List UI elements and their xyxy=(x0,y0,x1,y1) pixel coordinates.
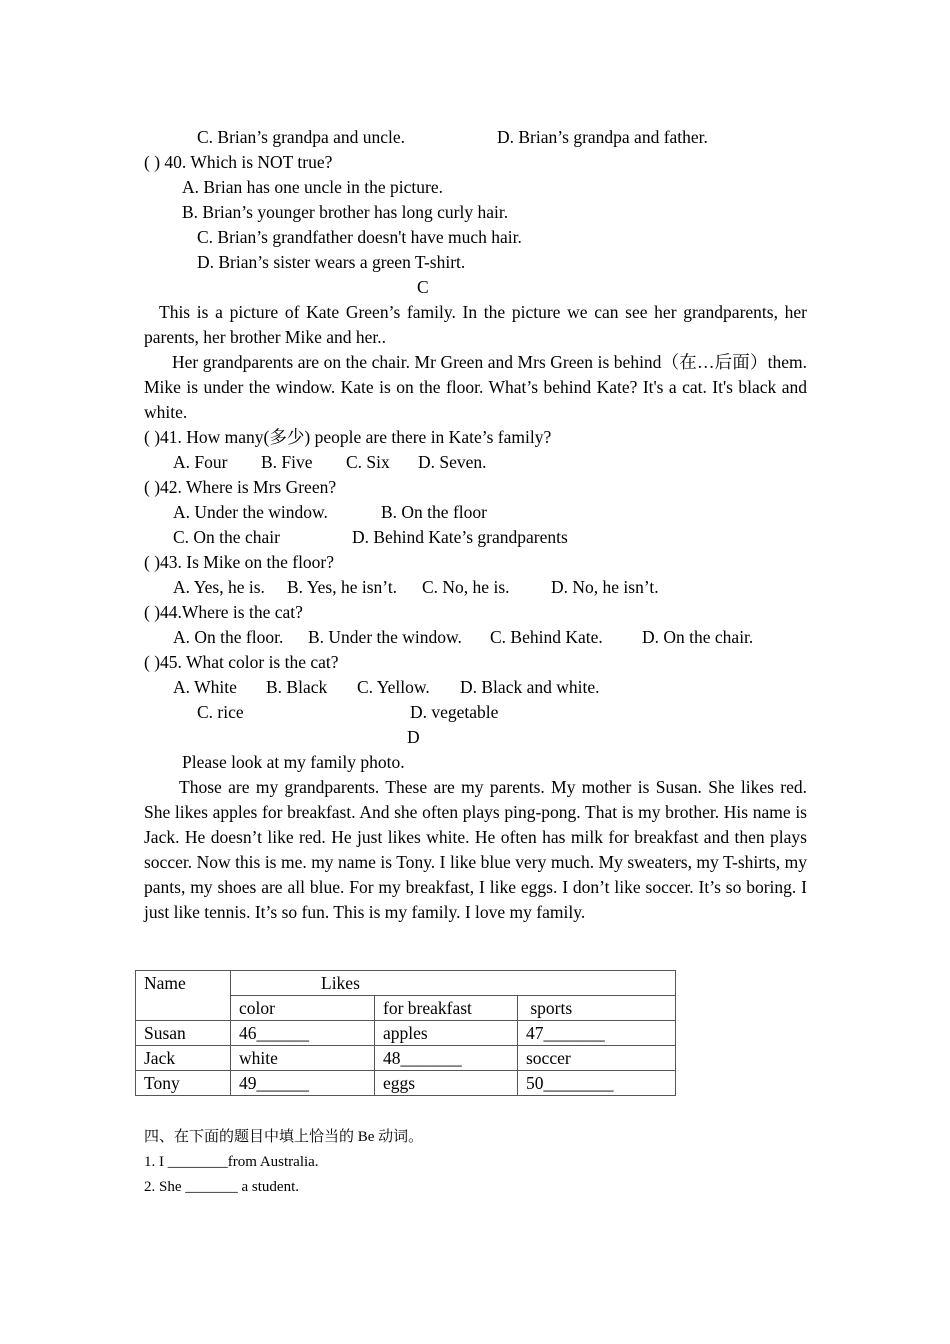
section-4-heading: 四、在下面的题目中填上恰当的 Be 动词。 xyxy=(144,1129,424,1145)
q41-option-b: B. Five xyxy=(261,452,313,472)
q43-option-d: D. No, he isn’t. xyxy=(551,577,659,597)
table-row xyxy=(136,1071,676,1096)
q39-option-d: D. Brian’s grandpa and father. xyxy=(497,127,708,147)
q45-option-a: A. White xyxy=(173,677,237,697)
q44-option-a: A. On the floor. xyxy=(173,627,284,647)
q40-option-c: C. Brian’s grandfather doesn't have much hair. xyxy=(197,227,522,247)
q42-option-a: A. Under the window. xyxy=(173,502,328,522)
q41-option-d: D. Seven. xyxy=(418,452,487,472)
stray-option-d: D. vegetable xyxy=(410,702,499,722)
stray-option-c: C. rice xyxy=(197,702,244,722)
q42-stem: ( )42. Where is Mrs Green? xyxy=(144,477,337,497)
section-d-heading: D xyxy=(407,727,420,747)
name-header: Name xyxy=(136,971,231,1021)
q41-option-c: C. Six xyxy=(346,452,390,472)
q40-stem: ( ) 40. Which is NOT true? xyxy=(144,152,333,172)
q43-option-a: A. Yes, he is. xyxy=(173,577,265,597)
q39-option-c: C. Brian’s grandpa and uncle. xyxy=(197,127,406,147)
row-name: Jack xyxy=(136,1046,231,1071)
q40-option-d: D. Brian’s sister wears a green T-shirt. xyxy=(197,252,466,272)
row-breakfast: apples xyxy=(375,1021,518,1046)
q44-option-c: C. Behind Kate. xyxy=(490,627,603,647)
likes-table xyxy=(135,970,676,1096)
q44-stem: ( )44.Where is the cat? xyxy=(144,602,303,622)
q45-option-c: C. Yellow. xyxy=(357,677,430,697)
q44-option-d: D. On the chair. xyxy=(642,627,754,647)
color-header: color xyxy=(231,996,375,1021)
q45-option-b: B. Black xyxy=(266,677,328,697)
be-verb-item-1: 1. I ________from Australia. xyxy=(144,1154,319,1170)
row-breakfast: 48_______ xyxy=(375,1046,518,1071)
row-breakfast: eggs xyxy=(375,1071,518,1096)
row-color: white xyxy=(231,1046,375,1071)
be-verb-item-2: 2. She _______ a student. xyxy=(144,1179,299,1195)
q42-option-d: D. Behind Kate’s grandparents xyxy=(352,527,568,547)
row-name: Tony xyxy=(136,1071,231,1096)
q44-option-b: B. Under the window. xyxy=(308,627,462,647)
q40-option-b: B. Brian’s younger brother has long curly hair. xyxy=(182,202,509,222)
q40-option-a: A. Brian has one uncle in the picture. xyxy=(182,177,443,197)
likes-header: Likes xyxy=(231,971,676,996)
row-sports: 50________ xyxy=(518,1071,676,1096)
section-d-intro: Please look at my family photo. xyxy=(182,752,405,772)
section-c-heading: C xyxy=(417,277,429,297)
q43-option-c: C. No, he is. xyxy=(422,577,510,597)
q42-option-b: B. On the floor xyxy=(381,502,487,522)
row-color: 46______ xyxy=(231,1021,375,1046)
section-c-passage-1: This is a picture of Kate Green’s family. In the picture we can see her grandparents, her parents, her brother Mike and her.. xyxy=(144,302,807,347)
q43-option-b: B. Yes, he isn’t. xyxy=(287,577,398,597)
q42-option-c: C. On the chair xyxy=(173,527,280,547)
table-row xyxy=(136,1021,676,1046)
section-d-passage: Those are my grandparents. These are my parents. My mother is Susan. She likes red. She likes apples for breakfast. And she often plays ping-pong. That is my brother. His name is Jack. He doesn’t like red. He just likes white. He often has milk for breakfast and then plays soccer. Now this is me. my name is Tony. I like blue very much. My sweaters, my T-shirts, my pants, my shoes are all blue. For my breakfast, I like eggs. I don’t like soccer. It’s so boring. I just like tennis. It’s so fun. This is my family. I love my family. xyxy=(144,777,807,922)
table-row xyxy=(136,1046,676,1071)
row-sports: soccer xyxy=(518,1046,676,1071)
q45-option-d: D. Black and white. xyxy=(460,677,600,697)
q43-stem: ( )43. Is Mike on the floor? xyxy=(144,552,335,572)
q45-stem: ( )45. What color is the cat? xyxy=(144,652,339,672)
row-name: Susan xyxy=(136,1021,231,1046)
q41-option-a: A. Four xyxy=(173,452,228,472)
section-c-passage-2: Her grandparents are on the chair. Mr Green and Mrs Green is behind（在…后面）them. Mike is under the window. Kate is on the floor. What’s behind Kate? It's a cat. It's black and white. xyxy=(144,352,807,422)
row-color: 49______ xyxy=(231,1071,375,1096)
q41-stem: ( )41. How many(多少) people are there in Kate’s family? xyxy=(144,427,552,447)
breakfast-header: for breakfast xyxy=(375,996,518,1021)
row-sports: 47_______ xyxy=(518,1021,676,1046)
sports-header: sports xyxy=(518,996,676,1021)
